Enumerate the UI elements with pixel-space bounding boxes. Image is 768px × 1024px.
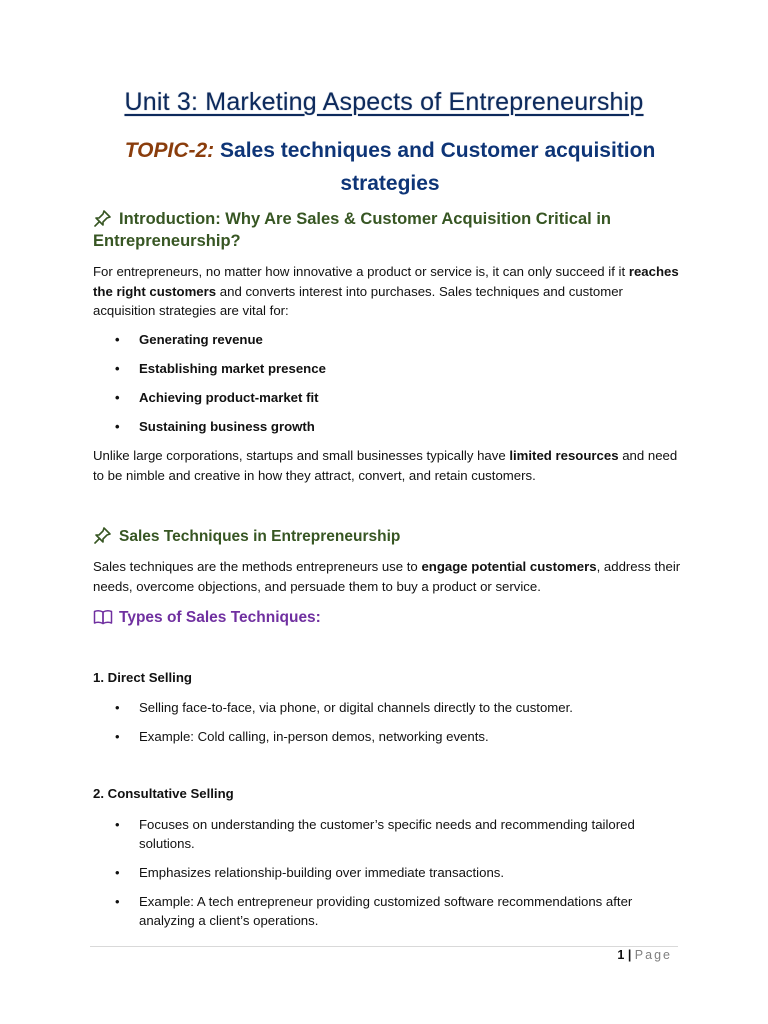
list-item: • Achieving product-market fit (93, 388, 683, 407)
footer-divider (90, 946, 678, 947)
page-footer (617, 948, 672, 962)
topic-prefix: TOPIC-2: (124, 139, 215, 162)
intro-p2-bold: limited resources (509, 448, 619, 463)
list-item: • Focuses on understanding the customer’s specific needs and recommending tailored solutions. (93, 815, 675, 853)
intro-paragraph-1 (93, 262, 683, 321)
list-item: • Generating revenue (93, 330, 683, 349)
types-heading-text: Types of Sales Techniques: (119, 609, 321, 626)
sales-p-text-end: , address their needs, overcome objections, and persuade them to buy a product or service. (93, 559, 681, 594)
technique-1-number: 1. (93, 670, 104, 685)
technique-1-name: Direct Selling (107, 670, 192, 685)
intro-p1-text: For entrepreneurs, no matter how innovative a product or service is, it can only succeed if it (93, 264, 629, 279)
sales-heading-text: Sales Techniques in Entrepreneurship (119, 528, 401, 545)
intro-heading-text: Introduction: Why Are Sales & Customer Acquisition Critical in Entrepreneurship? (93, 210, 611, 250)
unit-title: Unit 3: Marketing Aspects of Entrepreneurship (124, 88, 644, 116)
technique-2-bullets (93, 815, 675, 930)
pushpin-icon (93, 526, 113, 544)
technique-2-title (93, 786, 234, 801)
intro-p1-text-end: and converts interest into purchases. Sales techniques and customer acquisition strategies are vital for: (93, 283, 623, 318)
types-heading (93, 609, 321, 627)
page-number: 1 (617, 948, 625, 962)
topic-text: Sales techniques and Customer acquisition strategies (220, 139, 656, 195)
intro-bullet-list (93, 330, 683, 436)
footer-separator: | (627, 948, 632, 962)
intro-paragraph-2 (93, 446, 683, 485)
pushpin-icon (93, 209, 113, 227)
list-item: • Selling face-to-face, via phone, or digital channels directly to the customer. (93, 698, 683, 717)
list-item: • Example: A tech entrepreneur providing customized software recommendations after analyzing a client’s operations. (93, 892, 675, 930)
sales-p-bold: engage potential customers (421, 559, 597, 574)
technique-1-title (93, 670, 192, 685)
list-item: • Emphasizes relationship-building over immediate transactions. (93, 863, 675, 882)
intro-heading (93, 208, 675, 252)
intro-p1-bold: reaches the right customers (93, 264, 679, 299)
list-item: • Establishing market presence (93, 359, 683, 378)
open-book-icon (93, 609, 113, 625)
page-label: Page (634, 948, 672, 962)
intro-p2-text-end: and need to be nimble and creative in how they attract, convert, and retain customers. (93, 448, 678, 483)
list-item: • Sustaining business growth (93, 417, 683, 436)
sales-paragraph (93, 557, 683, 596)
list-item: • Example: Cold calling, in-person demos, networking events. (93, 727, 683, 746)
sales-heading (93, 526, 400, 546)
intro-p2-text: Unlike large corporations, startups and small businesses typically have (93, 448, 510, 463)
technique-1-bullets (93, 698, 683, 746)
technique-2-number: 2. (93, 786, 104, 801)
sales-p-text: Sales techniques are the methods entrepreneurs use to (93, 559, 422, 574)
topic-title (110, 134, 670, 200)
technique-2-name: Consultative Selling (107, 786, 234, 801)
